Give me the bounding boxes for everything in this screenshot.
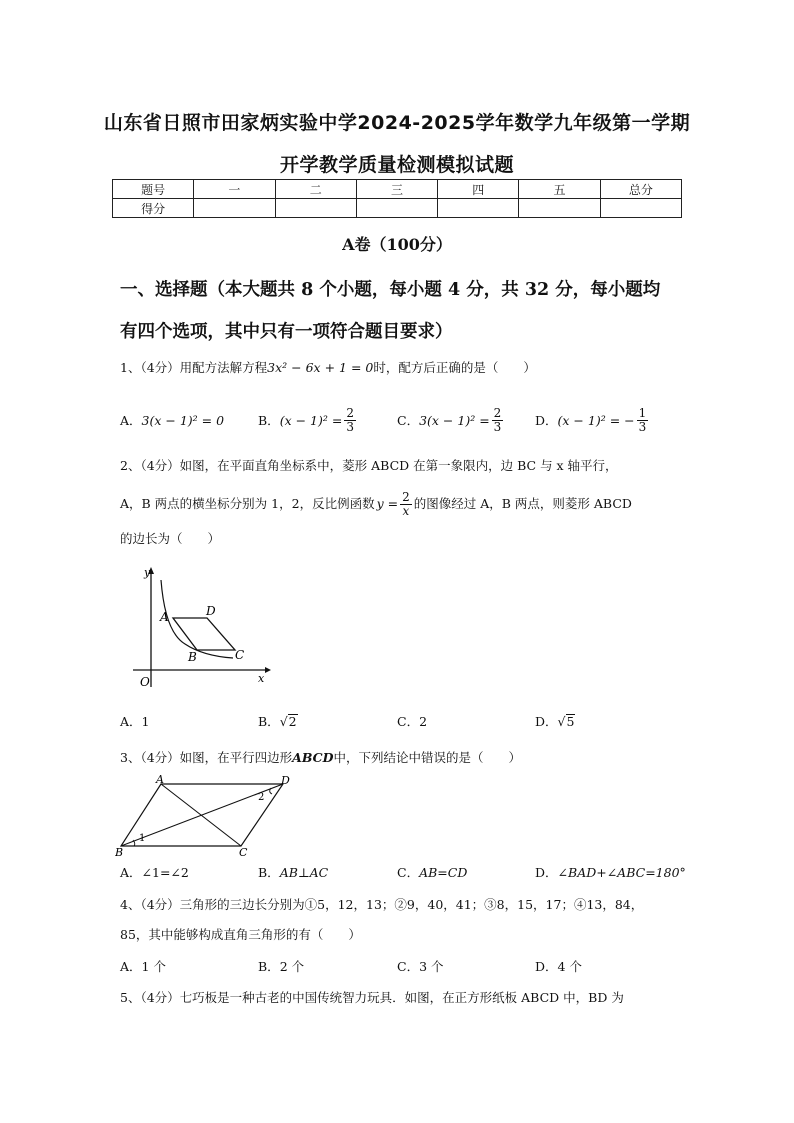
- q5-line1: 5、（4分）七巧板是一种古老的中国传统智力玩具．如图，在正方形纸板 ABCD 中，BD 为: [120, 990, 624, 1005]
- sqrt: [280, 714, 298, 729]
- volume-label: A卷（100分）: [342, 235, 452, 254]
- option-label: A．: [120, 413, 142, 428]
- q3-prefix: 3、（4分）如图，在平行四边形: [120, 750, 293, 765]
- q2-line1: 2、（4分）如图，在平面直角坐标系中，菱形 ABCD 在第一象限内，边 BC 与 x 轴平行，: [120, 458, 618, 473]
- q1-equation: 3x² − 6x + 1 = 0: [267, 360, 374, 375]
- option-expr: (x − 1)² = −: [557, 412, 635, 428]
- option-label: B．: [258, 959, 280, 974]
- score-blank-cell: [275, 199, 356, 218]
- option-label: A．: [120, 865, 142, 880]
- option-label: C．: [397, 714, 420, 729]
- option-label: C．: [397, 865, 420, 880]
- score-blank-cell: [519, 199, 600, 218]
- score-blank-cell: [356, 199, 437, 218]
- score-table: [112, 179, 682, 218]
- q2-option-d[interactable]: [535, 703, 575, 739]
- y-axis-label: y: [144, 566, 151, 579]
- option-label: D．: [535, 714, 558, 729]
- x-axis-arrow: [265, 667, 271, 673]
- fraction: [344, 407, 356, 434]
- q4-line2: 85，其中能够构成直角三角形的有（ ）: [120, 927, 361, 942]
- q2-line2: [120, 486, 632, 522]
- fraction: [400, 491, 412, 518]
- point-c-label: C: [235, 648, 245, 662]
- option-label: C．: [397, 413, 420, 428]
- q3-option-b[interactable]: [258, 854, 328, 890]
- q4-option-c[interactable]: [397, 948, 444, 984]
- option-label: B．: [258, 413, 280, 428]
- fraction-denominator: x: [402, 503, 410, 518]
- score-cell: 四: [438, 180, 519, 199]
- q3-option-a[interactable]: [120, 854, 189, 890]
- score-row-label: 得分: [113, 199, 194, 218]
- q4-option-b[interactable]: [258, 948, 304, 984]
- q3-suffix: 中，下列结论中错误的是（ ）: [333, 750, 521, 765]
- angle-2-label: 2: [258, 792, 265, 803]
- fraction-numerator: 2: [346, 405, 354, 420]
- point-a-label: A: [160, 610, 169, 624]
- option-label: A．: [120, 959, 142, 974]
- q2-line2-prefix: A，B 两点的横坐标分别为 1，2，反比例函数: [120, 496, 375, 511]
- q4-option-d[interactable]: [535, 948, 582, 984]
- option-label: D．: [535, 865, 558, 880]
- exam-title-line2: 开学教学质量检测模拟试题: [279, 154, 514, 176]
- q1-option-c[interactable]: [397, 402, 505, 438]
- radicand: 5: [566, 713, 575, 729]
- point-d-label: D: [206, 604, 216, 618]
- option-value: AB=CD: [419, 864, 468, 880]
- score-blank-cell: [438, 199, 519, 218]
- q1-stem: [120, 358, 536, 378]
- fraction: [637, 407, 649, 434]
- score-cell: 一: [194, 180, 275, 199]
- option-value: 1: [141, 713, 150, 729]
- q2-options: [120, 703, 720, 739]
- radicand: 2: [288, 713, 297, 729]
- q1-prefix: 1、（4分）用配方法解方程: [120, 360, 268, 375]
- option-value: 3 个: [419, 959, 444, 974]
- option-value: 2: [419, 713, 428, 729]
- point-d-label: D: [281, 774, 290, 787]
- q2-coordinate-figure: [125, 562, 275, 692]
- option-label: B．: [258, 714, 280, 729]
- point-b-label: B: [188, 650, 197, 664]
- hyperbola-curve: [161, 580, 233, 658]
- origin-label: O: [140, 675, 150, 689]
- fraction-denominator: 3: [346, 419, 354, 434]
- option-value: 1 个: [141, 959, 166, 974]
- score-blank-cell: [600, 199, 681, 218]
- q2-option-c[interactable]: [397, 703, 427, 739]
- q1-options: [120, 402, 720, 438]
- option-expr: (x − 1)² =: [279, 412, 343, 428]
- q3-stem: [120, 748, 521, 768]
- score-table-score-row: [113, 199, 682, 218]
- rhombus-abcd: [173, 618, 235, 650]
- option-value: ∠BAD+∠ABC=180°: [557, 864, 686, 880]
- q2-option-a[interactable]: [120, 703, 149, 739]
- point-a-label: A: [156, 773, 164, 786]
- q1-option-a[interactable]: [120, 402, 224, 438]
- q1-suffix: 时，配方后正确的是（ ）: [373, 360, 536, 375]
- q2-option-b[interactable]: [258, 703, 298, 739]
- fraction-denominator: 3: [493, 419, 502, 434]
- q2-func-lhs: y =: [376, 496, 399, 511]
- fraction: [492, 407, 504, 434]
- radical-sign: √: [279, 713, 288, 729]
- option-label: A．: [120, 714, 142, 729]
- score-cell: 五: [519, 180, 600, 199]
- fraction-denominator: 3: [638, 419, 647, 434]
- q3-figure-name: ABCD: [292, 750, 334, 765]
- score-cell: 总分: [600, 180, 681, 199]
- option-value: 2 个: [279, 959, 305, 974]
- q1-option-d[interactable]: [535, 402, 650, 438]
- option-label: C．: [397, 959, 420, 974]
- q1-option-b[interactable]: [258, 402, 358, 438]
- q2-line2-suffix: 的图像经过 A，B 两点，则菱形 ABCD: [413, 496, 632, 511]
- sqrt: [558, 714, 576, 729]
- q3-option-d[interactable]: [535, 854, 686, 890]
- q4-options: [120, 948, 720, 984]
- q2-line3: 的边长为（ ）: [120, 531, 221, 546]
- option-expr: 3(x − 1)² = 0: [141, 412, 225, 428]
- q4-option-a[interactable]: [120, 948, 166, 984]
- q3-options: [120, 854, 720, 890]
- score-cell: 二: [275, 180, 356, 199]
- q3-parallelogram-figure: [115, 772, 300, 857]
- fraction-numerator: 2: [493, 405, 502, 420]
- fraction-numerator: 1: [638, 405, 647, 420]
- option-value: AB⊥AC: [279, 864, 329, 880]
- score-blank-cell: [194, 199, 275, 218]
- score-cell: 三: [356, 180, 437, 199]
- option-label: D．: [535, 959, 558, 974]
- q3-option-c[interactable]: [397, 854, 467, 890]
- point-c-label: C: [239, 846, 248, 857]
- option-label: B．: [258, 865, 280, 880]
- exam-title-line1: 山东省日照市田家炳实验中学2024-2025学年数学九年级第一学期: [103, 112, 691, 134]
- point-b-label: B: [115, 846, 124, 857]
- section1-heading-line1: 一、选择题（本大题共 8 个小题，每小题 4 分，共 32 分，每小题均: [120, 280, 661, 300]
- section1-heading-line2: 有四个选项，其中只有一项符合题目要求）: [120, 322, 453, 342]
- option-value: 4 个: [557, 959, 582, 974]
- score-cell: 题号: [113, 180, 194, 199]
- x-axis-label: x: [258, 672, 265, 685]
- radical-sign: √: [557, 713, 566, 729]
- score-table-header-row: [113, 180, 682, 199]
- q4-line1: 4、（4分）三角形的三边长分别为①5，12，13；②9，40，41；③8，15，17；④13，84，: [120, 897, 644, 912]
- option-value: ∠1=∠2: [141, 864, 189, 880]
- angle-1-label: 1: [139, 833, 146, 844]
- fraction-numerator: 2: [402, 489, 410, 504]
- option-expr: 3(x − 1)² =: [419, 412, 490, 428]
- option-label: D．: [535, 413, 558, 428]
